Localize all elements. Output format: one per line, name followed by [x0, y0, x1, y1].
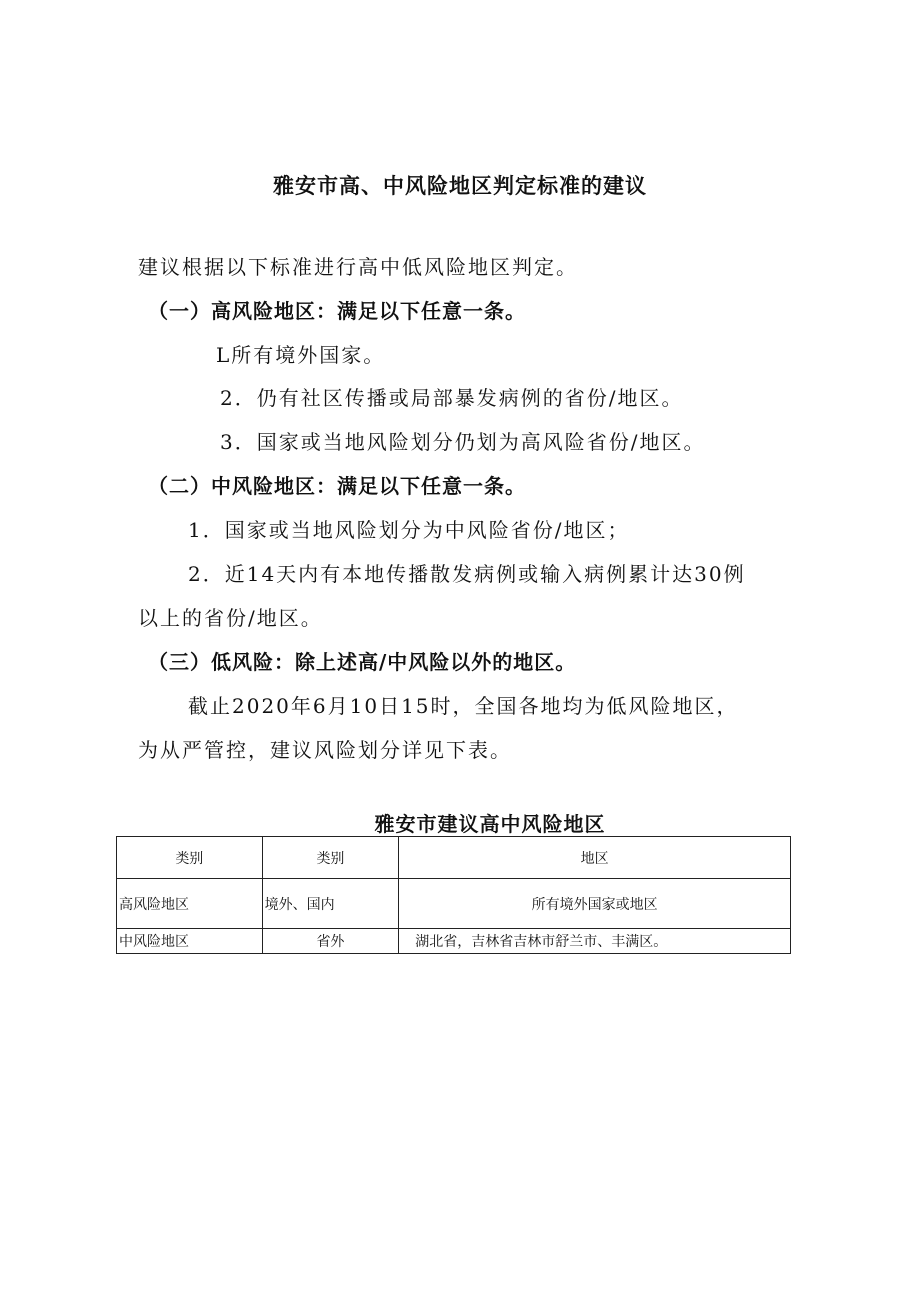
table-header-region: 地区: [399, 837, 791, 879]
table-cell-scope: 省外: [262, 929, 399, 954]
medium-risk-item-2-line-2: 以上的省份/地区。: [138, 606, 323, 630]
status-paragraph-line-2: 为从严管控，建议风险划分详见下表。: [138, 738, 512, 762]
high-risk-item-3: 3．国家或当地风险划分仍划为高风险省份/地区。: [220, 430, 706, 454]
table-header-row: [117, 837, 791, 879]
table-cell-level: 中风险地区: [117, 929, 263, 954]
table-header-category-1: 类别: [117, 837, 263, 879]
section-high-risk-heading: （一）高风险地区：满足以下任意一条。: [148, 299, 526, 323]
section-low-risk-heading: （三）低风险：除上述高/中风险以外的地区。: [148, 650, 577, 674]
table-cell-level: 高风险地区: [117, 879, 263, 929]
medium-risk-item-1: 1．国家或当地风险划分为中风险省份/地区；: [188, 518, 630, 542]
high-risk-item-2: 2．仍有社区传播或局部暴发病例的省份/地区。: [220, 386, 684, 410]
section-medium-risk-heading: （二）中风险地区：满足以下任意一条。: [148, 474, 526, 498]
table-row: [117, 929, 791, 954]
high-risk-item-1: L所有境外国家。: [216, 343, 386, 367]
document-title: 雅安市高、中风险地区判定标准的建议: [273, 174, 647, 198]
table-cell-scope: 境外、国内: [262, 879, 399, 929]
table-cell-region: 湖北省，吉林省吉林市舒兰市、丰满区。: [399, 929, 791, 954]
table-caption: 雅安市建议高中风险地区: [374, 812, 606, 836]
intro-paragraph: 建议根据以下标准进行高中低风险地区判定。: [138, 255, 578, 279]
status-paragraph-line-1: 截止2020年6月10日15时，全国各地均为低风险地区，: [188, 694, 739, 718]
table-cell-region: 所有境外国家或地区: [399, 879, 791, 929]
table-row: [117, 879, 791, 929]
table-header-category-2: 类别: [262, 837, 399, 879]
risk-area-table: [116, 836, 791, 954]
medium-risk-item-2-line-1: 2．近14天内有本地传播散发病例或输入病例累计达30例: [188, 562, 746, 586]
